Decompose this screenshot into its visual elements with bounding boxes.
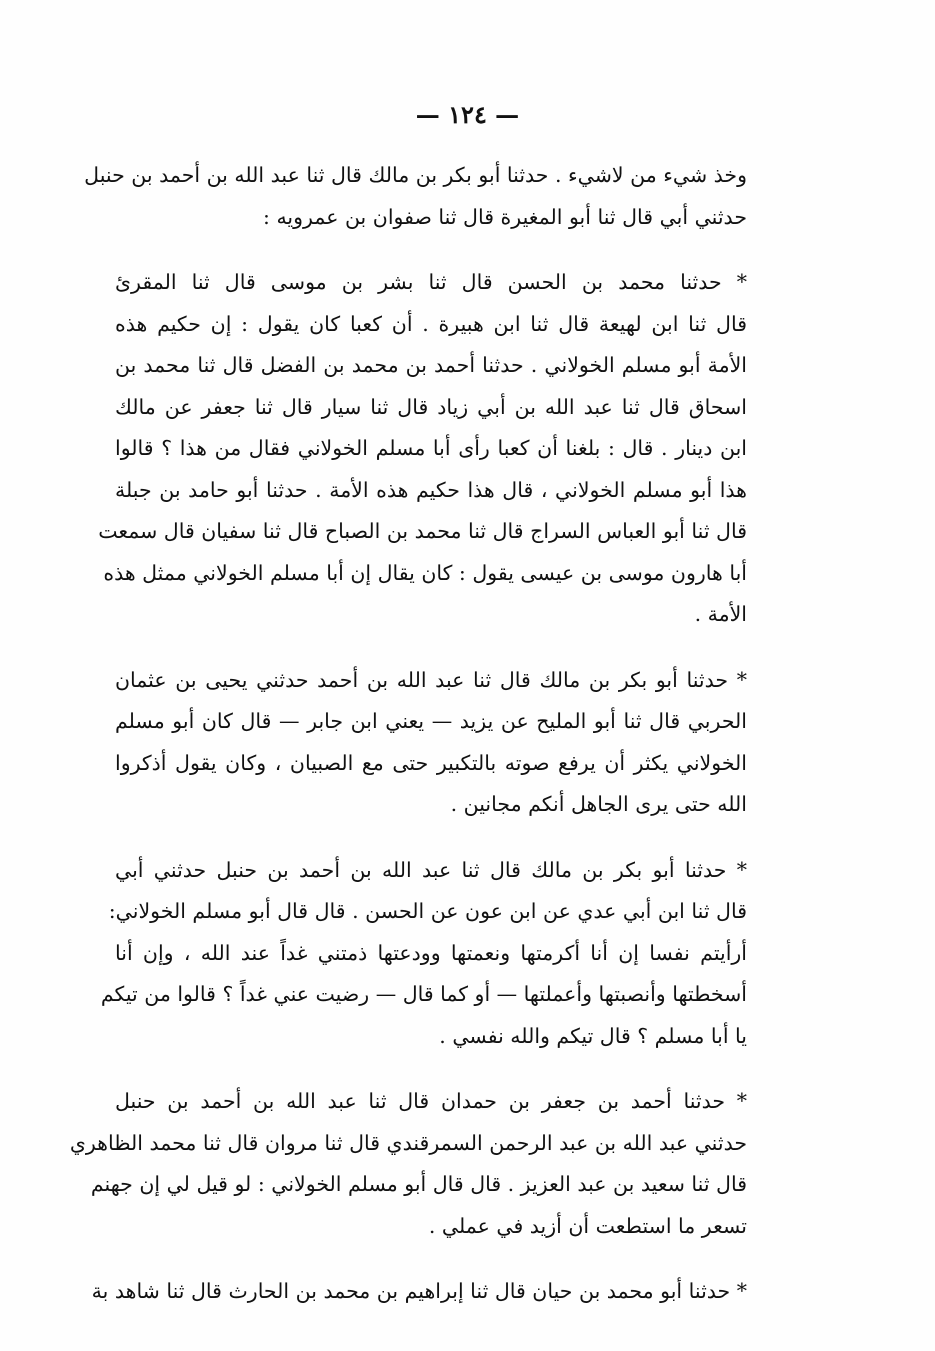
text-line: يا أبا مسلم ؟ قال تيكم والله نفسي . <box>439 1023 747 1048</box>
paragraph <box>91 1271 747 1313</box>
text-line: تسعر ما استطعت أن أزيد في عملي . <box>428 1213 747 1238</box>
text-line: قال ثنا ابن لهيعة قال ثنا ابن هبيرة . أن كعبا كان يقول : إن حكيم هذه <box>115 311 747 336</box>
text-line: الله حتى يرى الجاهل أنكم مجانين . <box>450 792 747 816</box>
text-line: * حدثنا محمد بن الحسن قال ثنا بشر بن موسى قال ثنا المقرئ <box>115 270 747 294</box>
text-line: قال ثنا سعيد بن عبد العزيز . قال قال أبو مسلم الخولاني : لو قيل لي إن جهنم <box>90 1172 747 1196</box>
paragraph <box>100 850 747 1058</box>
text-line: ابن دينار . قال : بلغنا أن كعبا رأى أبا مسلم الخولاني فقال من هذا ؟ قالوا <box>115 436 747 460</box>
text-line: * حدثنا أبو محمد بن حيان قال ثنا إبراهيم بن محمد بن الحارث قال ثنا شاهد بة <box>91 1279 747 1303</box>
text-line: حدثني عبد الله بن عبد الرحمن السمرقندي قال ثنا مروان قال ثنا محمد الظاهري <box>69 1130 747 1155</box>
text-line: أرأيتم نفسا إن أنا أكرمتها ونعمتها وودعتها ذمتني غداً عند الله ، وإن أنا <box>115 940 747 965</box>
text-line: قال ثنا أبو العباس السراج قال ثنا محمد بن الصباح قال ثنا سفيان قال سمعت <box>98 519 747 543</box>
paragraph <box>69 1081 747 1247</box>
text-line: قال ثنا ابن أبي عدي عن ابن عون عن الحسن . قال قال أبو مسلم الخولاني: <box>108 899 747 923</box>
text-line: الأمة . <box>694 602 747 626</box>
text-line: هذا أبو مسلم الخولاني ، قال هذا حكيم هذه الأمة . حدثنا أبو حامد بن جبلة <box>115 477 747 502</box>
text-line: * حدثنا أحمد بن جعفر بن حمدان قال ثنا عبد الله بن أحمد بن حنبل <box>115 1089 747 1113</box>
text-line: أبا هارون موسى بن عيسى يقول : كان يقال إن أبا مسلم الخولاني ممثل هذه <box>103 560 747 585</box>
text-line: * حدثنا أبو بكر بن مالك قال ثنا عبد الله بن أحمد بن حنبل حدثني أبي <box>115 857 747 882</box>
text-line: الأمة أبو مسلم الخولاني . حدثنا أحمد بن محمد بن الفضل قال ثنا محمد بن <box>115 353 747 377</box>
text-line: الحربي قال ثنا أبو المليح عن يزيد — يعني ابن جابر — قال كان أبو مسلم <box>115 709 747 733</box>
paragraph <box>84 155 747 238</box>
text-line: اسحاق قال ثنا عبد الله بن أبي زياد قال ثنا سيار قال ثنا جعفر عن مالك <box>115 394 747 419</box>
page-text-body <box>69 155 747 1313</box>
text-line: الخولاني يكثر أن يرفع صوته بالتكبير حتى مع الصبيان ، وكان يقول أذكروا <box>115 750 747 775</box>
text-line: وخذ شيء من لاشيء . حدثنا أبو بكر بن مالك قال ثنا عبد الله بن أحمد بن حنبل <box>84 163 747 187</box>
text-line: حدثني أبي قال ثنا أبو المغيرة قال ثنا صفوان بن عمرويه : <box>263 204 747 229</box>
paragraph <box>98 262 747 636</box>
text-line: أسخطتها وأنصبتها وأعملتها — أو كما قال — رضيت عني غداً ؟ قالوا من تيكم <box>100 982 747 1006</box>
paragraph <box>115 660 747 826</box>
page-number: — ١٢٤ — <box>415 100 520 129</box>
text-line: * حدثنا أبو بكر بن مالك قال ثنا عبد الله بن أحمد حدثني يحيى بن عثمان <box>115 667 747 692</box>
